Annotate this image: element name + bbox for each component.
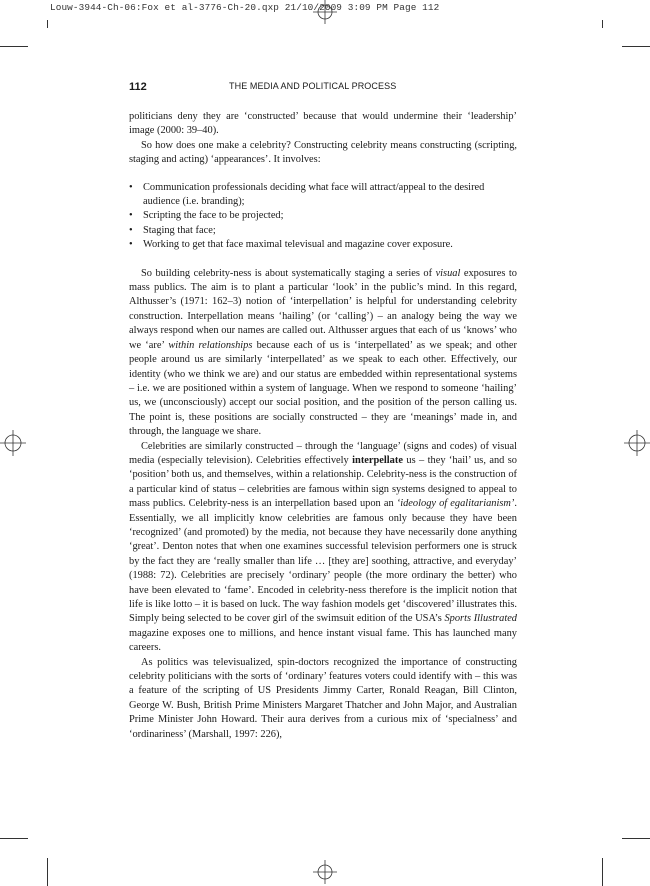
- italic-run: within relationships: [168, 339, 253, 351]
- bullet-item: • Scripting the face to be projected;: [129, 209, 517, 223]
- text-run: magazine exposes one to millions, and hence instant visual fame. This has launched many careers.: [129, 627, 517, 654]
- crop-mark-bottom-right-v: [602, 858, 603, 886]
- bullet-item: • Communication professionals deciding what face will attract/appeal to the desired audience (i.e. branding);: [129, 181, 517, 210]
- page-header: [129, 81, 517, 95]
- crop-mark-bottom-left-v: [47, 858, 48, 886]
- crop-mark-top-right-v: [602, 20, 603, 28]
- text-run: exposures to mass publics. The aim is to plant a particular ‘look’ in the public’s mind. In this regard, Althusser’s (1971: 162–3) notion of ‘interpellation’ is helpful for understanding celebrity construction. Interpellation means ‘hailing’ (or ‘calling’) – an analogy being the way we always respond when our names are called out. Althusser argues that each of us ‘knows’ who we ‘are’: [129, 267, 517, 351]
- bullet-item: • Staging that face;: [129, 224, 517, 238]
- bold-run: interpellate: [352, 454, 403, 466]
- crop-mark-top-left-v: [47, 20, 48, 28]
- bullet-item: • Working to get that face maximal televisual and magazine cover exposure.: [129, 238, 517, 252]
- crop-mark-bottom-left-h: [0, 838, 28, 839]
- registration-mark-top: [313, 0, 337, 24]
- text-run: So building celebrity-ness is about systematically staging a series of: [141, 267, 436, 279]
- text-run: Celebrities are similarly constructed – through the ‘language’ (signs and codes) of visual media (especially television). Celebrities effectively: [129, 440, 517, 466]
- crop-mark-bottom-right-h: [622, 838, 650, 839]
- italic-run: ‘ideology of egalitarianism’: [396, 498, 515, 510]
- paragraph-2: So how does one make a celebrity? Constructing celebrity means constructing (scripting, staging and acting) ‘appearances’. It involves:: [129, 139, 517, 166]
- registration-mark-bottom: [313, 860, 337, 884]
- paragraph-5: As politics was televisualized, spin-doctors recognized the importance of constructing celebrity politicians with the sorts of ‘ordinary’ features voters could identify with – this was a feature of the scripting of US Presidents Jimmy Carter, Ronald Reagan, Bill Clinton, George W. Bush, British Prime Ministers Margaret Thatcher and John Major, and Australian Prime Minister John Howard. Their aura derives from a curious mix of ‘specialness’ and ‘ordinariness’ (Marshall, 1997: 226),: [129, 656, 517, 740]
- crop-mark-top-left-h: [0, 46, 28, 47]
- crop-mark-top-right-h: [622, 46, 650, 47]
- page-number: 112: [129, 81, 147, 93]
- registration-mark-left: [0, 430, 26, 456]
- italic-run: Sports Illustrated: [444, 613, 518, 625]
- printer-slug: Louw-3944-Ch-06:Fox et al-3776-Ch-20.qxp 21/10/2009 3:09 PM Page 112: [50, 2, 440, 13]
- paragraph-1: politicians deny they are ‘constructed’ because that would undermine their ‘leadership’ image (2000: 39–40).: [129, 111, 517, 137]
- paragraph-3: [129, 267, 517, 440]
- text-run: . Essentially, we all implicitly know celebrities are famous only because they have been ‘recognized’ (and promoted) by the media, not because they have necessarily done anything ‘great’. Denton notes that when one examines successful television performers one is struck by the fact they are ‘really smaller than life … [they are] soothing, attractive, and everyday’ (1988: 72). Celebrities are precisely ‘ordinary’ people (the more ordinary the better) who have been elevated to ‘fame’. Encoded in celebrity-ness therefore is the implicit notion that life is like lotto – it is based on luck. The way fashion models get ‘discovered’ illustrates this. Simply being selected to be cover girl of the swimsuit edition of the USA’s: [129, 498, 517, 625]
- registration-mark-right: [624, 430, 650, 456]
- bullet-list: [129, 181, 517, 253]
- text-run: us – they ‘hail’ us, and so ‘position’ both us, and themselves, within a relationship. Celebrity-ness is the construction of a particular kind of status – celebrities are famous within sign systems designed to appeal to mass publics. Celebrity-ness is an interpellation based upon an: [129, 454, 517, 510]
- body-text: [129, 110, 517, 742]
- italic-run: visual: [435, 267, 461, 279]
- paragraph-4: [129, 440, 517, 656]
- text-run: because each of us is ‘interpellated’ as we speak; and other people around us are similarly ‘interpellated’ as we speak to each other. Effectively, our identity (who we think we are) and our status are embedded within representational systems – i.e. we are positioned within a system of language. When we respond to someone ‘hailing’ us, we (unconsciously) accept our social position, and the position of the person calling us. The point is, these positions are socially constructed – they are ‘meanings’ made in, and through, the language we share.: [129, 339, 517, 438]
- running-head: THE MEDIA AND POLITICAL PROCESS: [229, 81, 397, 91]
